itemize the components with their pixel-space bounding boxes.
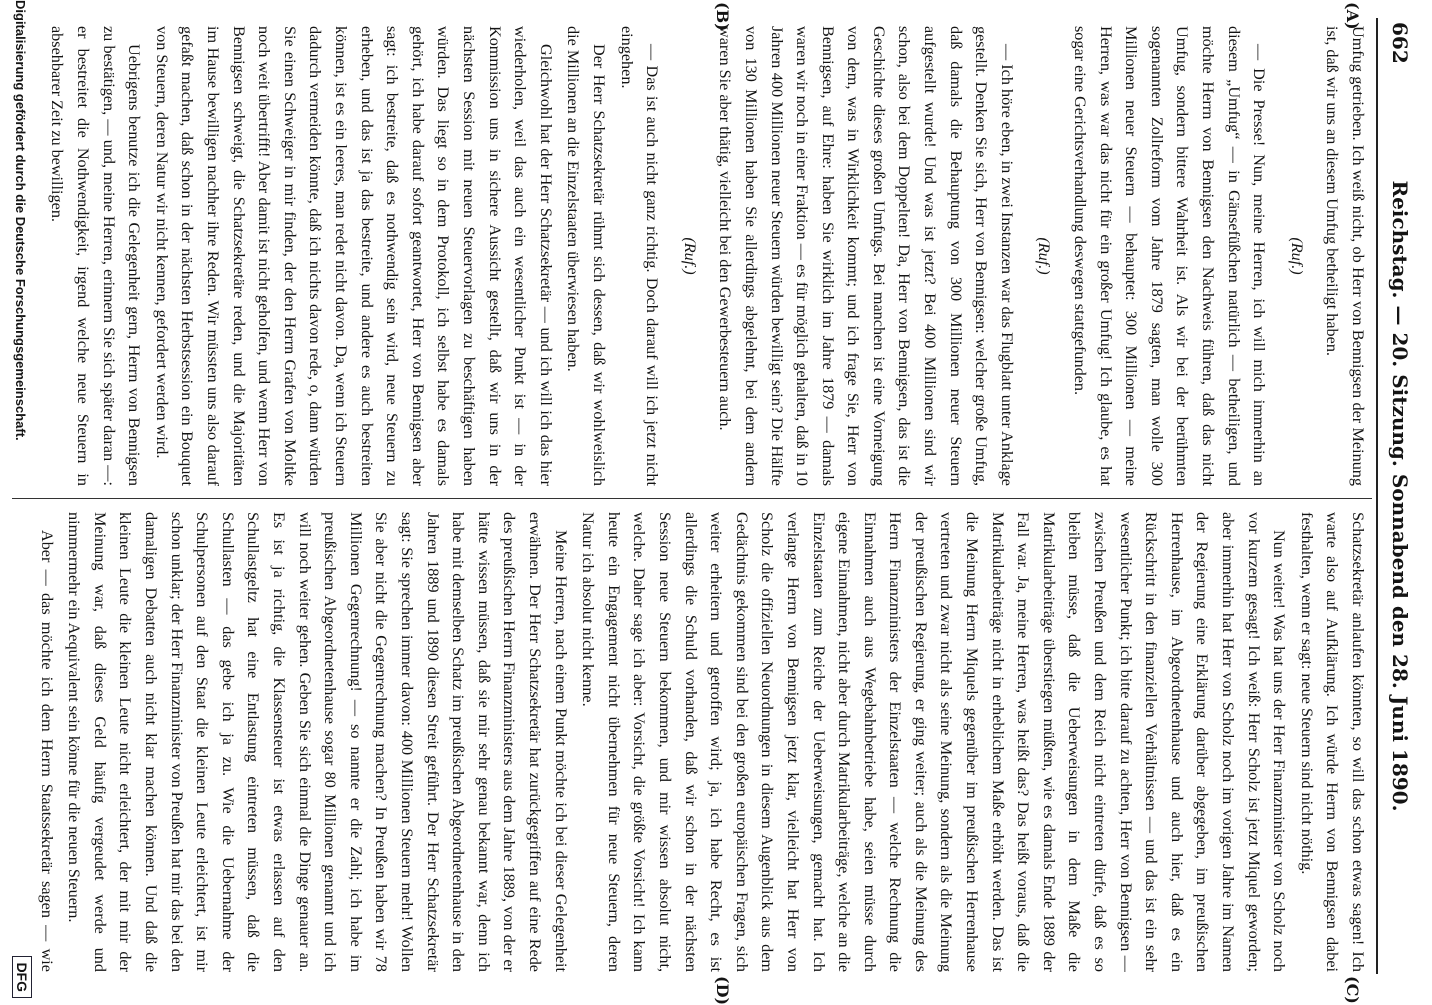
paragraph: Meine Herren, nach einem Punkt möchte ich bei dieser Gelegenheit erwähnen. Der Herr Schatzsekretär hat zurückgegriffen auf eine Rede des preußischen Herrn Finanzministers aus dem Jahre 1889, von der er hätte wissen müssen, daß sie mir sehr genau bekannt war, denn ich habe mit demselben Schatz im preußischen Abgeordnetenhause in den Jahren 1889 und 1890 diesen Streit geführt. Der Herr Schatzsekretär sagt: Sie sprechen immer davon: 400 Millionen Steuern mehr! Wollen Sie aber nicht die Gegenrechnung machen? In Preußen haben wir 78 Millionen Gegenrechnung! — so nannte er die Zahl; ich habe im preußischen Abgeordnetenhause sogar 80 Millionen genannt und ich will noch weiter gehen. Geben Sie sich einmal die Dinge genauer an. Es ist ja richtig, die Klassensteuer ist etwas erlassen auf den Schullastgeltz hat eine Entlastung eintreten müssen, daß die Schullasten — das gebe ich ja zu. Wie die Uebernahme der Schulpersonen auf den Staat die kleinen Leute erleichtert, ist mir schon unklar; der Herr Finanzminister von Preußen hat mir das bei den damaligen Debatten auch nicht klar machen können. Und daß die kleinen Leute die kleinen Leute nicht erleichtert, der mit mir der Meinung war, daß dieses Geld häufig vergeudet werde und nimmermehr ein Aequivalent sein könne für die neuen Steuern. bbox=[65, 512, 570, 972]
paragraph: — Ich höre eben, in zwei Instanzen war das Flugblatt unter Anklage gestellt. Denken Sie sich, Herr von Bennigsen: welcher große Umfug, daß damals die Behauptung von 300 Millionen neuer Steuern aufgestellt wurde! Und was ist jetzt? Bei 400 Millionen sind wir schon, also bei dem Doppelten! Da, Herr von Bennigsen, das ist die Geschichte dieses großen Umfugs. Bei manchen ist eine Vorneigung von dem, was in Wirklichkeit kommt; und ich frage Sie, Herr von Bennigsen, auf Ehre: haben Sie wirklich im Jahre 1879 — damals waren wir noch in einer Fraktion — es für möglich gehalten, daß in 10 Jahren 400 Millionen neuer Steuern würden bewilligt sein? Die Hälfte von 130 Millionen haben Sie allerdings abgelehnt, bei dem andern waren Sie aber thätig, vielleicht bei den Gewerbesteuern auch. bbox=[716, 26, 1016, 486]
paragraph: Gleichwohl hat der Herr Schatzsekretär — und ich will ich das hier wiederholen, weil das auch ein wesentlicher Punkt ist — in der Kommission uns in sichere Aussicht gestellt, daß wir uns in der nächsten Session mit neuen Steuervorlagen zu beschäftigen haben würden. Das liegt so in dem Protokoll, ich selbst habe es damals gehört, ich habe darauf sofort geantwortet, Herr von Bennigsen aber sagt: ich bestreite, daß es nothwendig sein wird, neue Steuern zu erheben, und das ist ja das bestreite, und andere es auch bestreiten können, ist es ein leeres, man redet nicht davon. Da, wenn ich Steuern dadurch vermeiden könnte, daß ich nichts davon rede, o, dann würden Sie einen Schweiger in mir finden, der den Herrn Grafen von Moltke noch weit übertrifft! Aber damit ist nicht geholfen, und wenn Herr von Bennigsen schweigt, die Schatzsekretäre reden, und die Majoritäten im Hause bewilligen nachher ihre Reden. Wir müssten uns also darauf gefaßt machen, daß schon in der nächsten Herbstsession ein Bouquet von Steuern, deren Natur wir nicht kennen, gefordert werden wird. bbox=[152, 26, 555, 486]
funding-note: Digitalisierung gefördert durch die Deutsche Forschungsgemeinschaft. bbox=[13, 0, 28, 441]
interjection: (Ruf.) bbox=[1035, 237, 1054, 275]
paragraph: Uebrigens benutze ich die Gelegenheit gern, Herrn von Bennigsen zu bestätigen, — und, meine Herren, erinnern Sie sich später daran —: er bestreitet die Nothwendigkeit, irgend welche neue Steuern in absehbarer Zeit zu bewilligen. bbox=[48, 26, 144, 486]
margin-marker-d: (D) bbox=[713, 976, 732, 1005]
page-number: 662 bbox=[1388, 22, 1412, 64]
running-title: Reichstag. — 20. Sitzung. Sonnabend den 28. Juni 1890. bbox=[1388, 180, 1412, 812]
paragraph: Aber — das möchte ich dem Herrn Staatssekretär sagen — wie bbox=[37, 530, 56, 972]
left-text-column bbox=[30, 26, 1370, 486]
paragraph: — Das ist auch nicht ganz richtig. Doch darauf will ich jetzt nicht eingehen. bbox=[617, 26, 662, 486]
interjection: (Ruf.) bbox=[680, 237, 699, 275]
paragraph: Schatzsekretär anlaufen könnten, so will das schon etwas sagen! Ich warte also auf Aufklärung. Ich würde Herrn von Bennigsen dabei festhalten, wenn er sagt: neue Steuern sind nicht nöthig. bbox=[1297, 512, 1367, 972]
page-header bbox=[1376, 18, 1418, 974]
page-footer bbox=[4, 0, 34, 1000]
interjection: (Ruf.) bbox=[1287, 237, 1306, 275]
right-text-column bbox=[30, 512, 1370, 972]
margin-marker-c: (C) bbox=[1343, 976, 1362, 1004]
paragraph: Umfug getrieben. Ich weiß nicht, ob Herr von Bennigsen der Meinung ist, daß wir uns an diesem Umfug betheiligt haben. bbox=[1323, 26, 1367, 486]
column-divider bbox=[12, 498, 1372, 499]
dfg-logo: DFG bbox=[12, 956, 32, 998]
paragraph: Der Herr Schatzsekretär rühmt sich dessen, daß wir wohlweislich die Millionen an die Einzelstaaten überwiesen haben. bbox=[564, 26, 608, 486]
paragraph: Nun weiter! Was hat uns der Herr Finanzminister von Scholz noch vor kurzem gesagt! Ich weiß: Herr Scholz ist jetzt Miquel geworden; aber immerhin hat Herr von Scholz noch im vorigen Jahre im Namen der Regierung eine Erklärung darüber abgegeben, im preußischen Herrenhause, im Abgeordnetenhause und auch hier, daß es ein Rückschritt in den finanziellen Verhältnissen — und das ist ein sehr wesentlicher Punkt; ich bitte darauf zu achten, Herr von Bennigsen — zwischen Preußen und dem Reich nicht eintreten dürfe, daß es so bleiben müsse, daß die Ueberweisungen in dem Maße die Matrikularbeiträge überstiegen müßten, wie es damals Ende 1889 der Fall war. Ja, meine Herren, was heißt das? Das heißt voraus, daß die Matrikularbeiträge nicht in erheblichem Maße erhöht werden. Das ist die Meinung Herrn Miquels gegenüber im preußischen Herrenhause vertreten und zwar nicht als seine Meinung, sondern als die Meinung der preußischen Regierung, er ging weiter; auch als die Meinung des Herrn Finanzministers der Einzelstaaten — welche Rechnung die Einnahmen auch aus Wegebahnbetriebe habe, seien müsse durch eigene Einnahmen, nicht aber durch Matrikularbeiträge, welche an die Einzelstaaten zum Reiche der Ueberweisungen, gemacht hat. Ich verlange Herrn von Bennigsen jetzt klar, vielleicht hat Herr von Scholz die offiziellen Neuordnungen in diesem Augenblick aus dem Gedächtnis gekommen sind bei den großen europäischen Fragen, sich weiter erheitern und getroffen wird; ja, ich habe Recht, es ist allerdings die Schuld vorhanden, daß wir schon in der nächsten Session neue Steuern bekommen, und mir wissen absolut nicht, welche. Daher sage ich aber: Vorsicht, die größte Vorsicht! Ich kann heute ein Engagement nicht übernehmen für neue Steuern, deren Natur ich absolut nicht kenne. bbox=[579, 512, 1289, 972]
margin-marker-a: (A) bbox=[1343, 2, 1362, 30]
margin-marker-b: (B) bbox=[713, 2, 732, 31]
paragraph: — Die Presse! Nun, meine Herren, ich will mich immerhin an diesem „Umfug“ — in Gänsefüßchen natürlich — betheiligen, und möchte Herrn von Bennigsen den Nachweis führen, daß das nicht Umfug, sondern bittere Wahrheit ist. Als wir bei der berühmten sogenannten Zollreform vom Jahre 1879 sagten, man wolle 300 Millionen neuer Steuern — behauptet: 300 Millionen — meine Herren, was war das nicht für ein großer Umfug! Ich glaube, es hat sogar eine Gerichtsverhandlung deswegen stattgefunden. bbox=[1071, 26, 1269, 486]
